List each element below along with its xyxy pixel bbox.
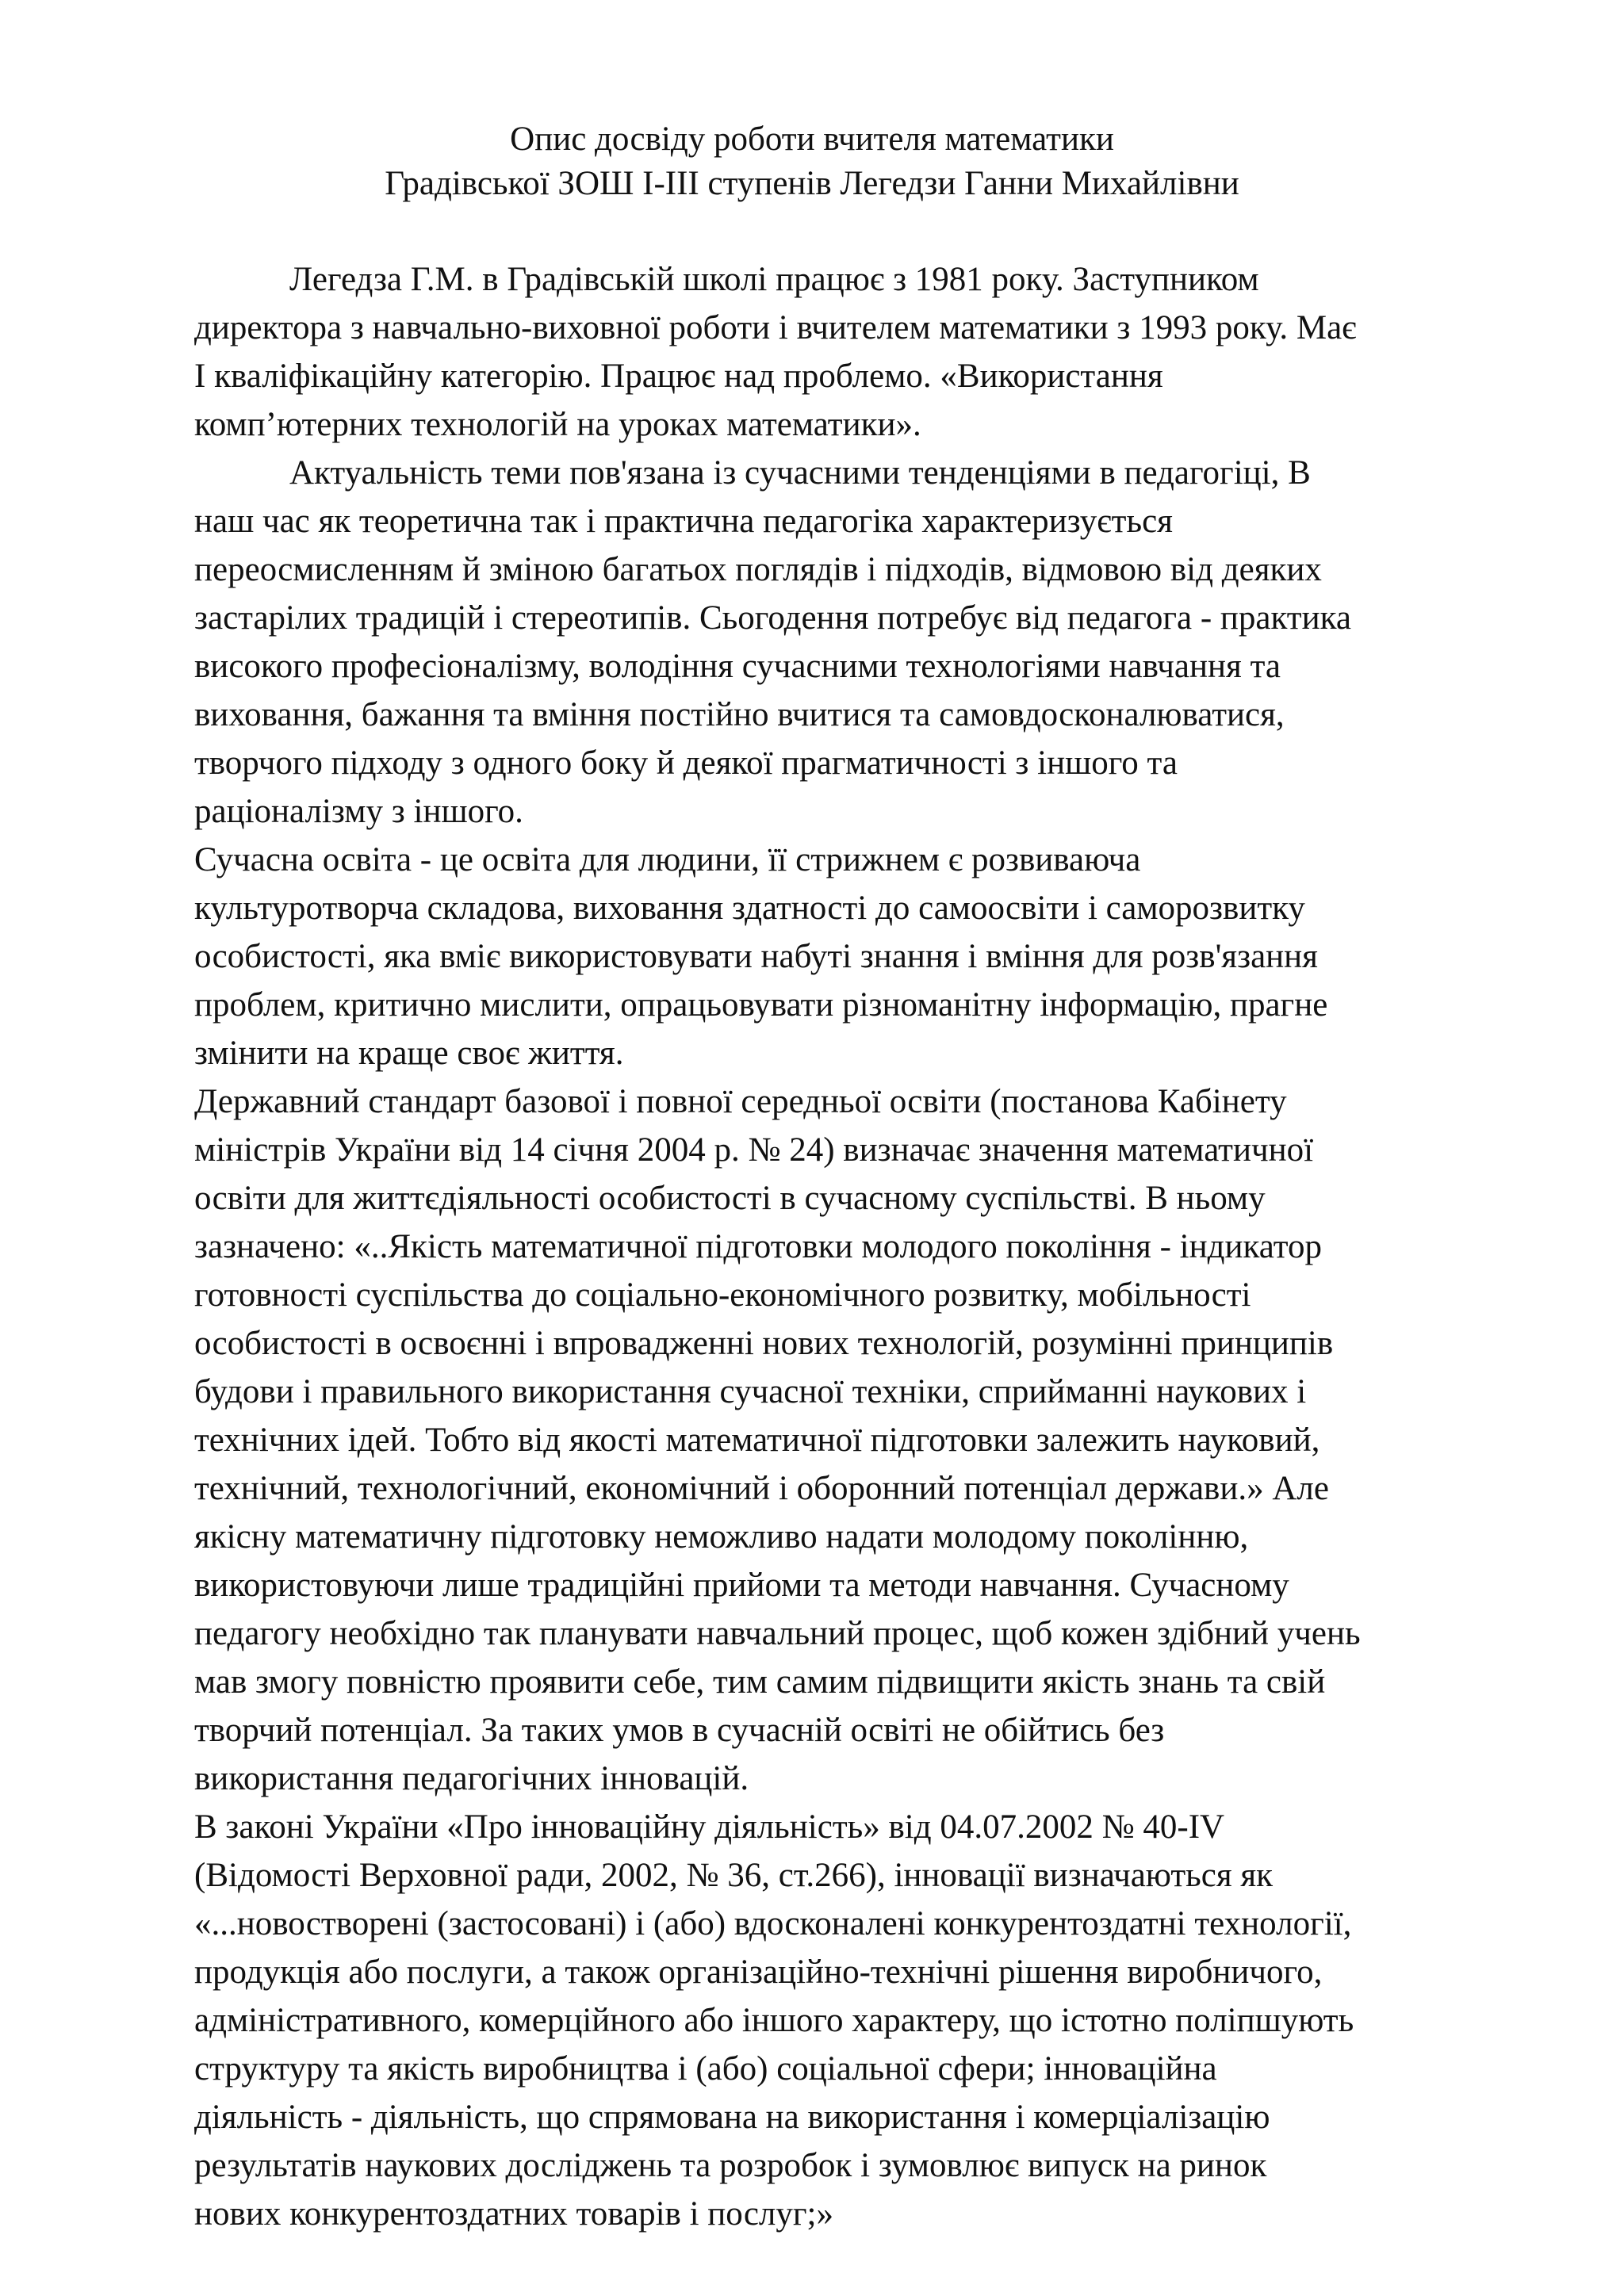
text-line: комп’ютерних технологій на уроках математики».: [194, 406, 921, 443]
title-line: Опис досвіду роботи вчителя математики: [510, 121, 1114, 158]
text-line: виховання, бажання та вміння постійно вчитися та самовдосконалюватися,: [194, 696, 1285, 733]
text-line: технічний, технологічний, економічний і оборонний потенціал держави.» Але: [194, 1470, 1329, 1507]
text-line: структуру та якість виробництва і (або) соціальної сфери; інноваційна: [194, 2050, 1217, 2087]
text-line: І кваліфікаційну категорію. Працює над проблемо. «Використання: [194, 358, 1163, 395]
text-line: мав змогу повністю проявити себе, тим самим підвищити якість знань та свій: [194, 1663, 1326, 1701]
text-line: директора з навчально-виховної роботи і вчителем математики з 1993 року. Має: [194, 309, 1357, 346]
text-line: Актуальність теми пов'язана із сучасними тенденціями в педагогіці, В: [289, 454, 1311, 492]
text-line: «...новостворені (застосовані) і (або) вдосконалені конкурентоздатні технології,: [194, 1905, 1352, 1942]
text-line: використовуючи лише традиційні прийоми та методи навчання. Сучасному: [194, 1567, 1289, 1604]
text-line: творчого підходу з одного боку й деякої прагматичності з іншого та: [194, 744, 1178, 782]
text-line: зазначено: «..Якість математичної підготовки молодого покоління - індикатор: [194, 1228, 1322, 1265]
paragraph-relevance: [194, 449, 1526, 836]
text-line: застарілих традицій і стереотипів. Сьогодення потребує від педагога - практика: [194, 599, 1351, 637]
text-line: використання педагогічних інновацій.: [194, 1760, 749, 1797]
text-line: якісну математичну підготовку неможливо надати молодому поколінню,: [194, 1518, 1249, 1556]
paragraph-modern-education: [194, 836, 1526, 1077]
text-line: наш час як теоретична так і практична педагогіка характеризується: [194, 503, 1173, 540]
text-line: творчий потенціал. За таких умов в сучасній освіті не обійтись без: [194, 1712, 1165, 1749]
text-line: Легедза Г.М. в Градівській школі працює з 1981 року. Заступником: [289, 261, 1259, 298]
text-line: (Відомості Верховної ради, 2002, № 36, ст.266), інновації визначаються як: [194, 1857, 1274, 1894]
text-line: адміністративного, комерційного або іншого характеру, що істотно поліпшують: [194, 2002, 1354, 2039]
text-line: змінити на краще своє життя.: [194, 1035, 624, 1072]
text-line: В законі України «Про інноваційну діяльність» від 04.07.2002 № 40-IV: [194, 1808, 1225, 1846]
text-line: переосмисленням й зміною багатьох поглядів і підходів, відмовою від деяких: [194, 551, 1322, 588]
text-line: раціоналізму з іншого.: [194, 793, 523, 830]
paragraph-innovation-law: [194, 1803, 1526, 2238]
text-line: міністрів України від 14 січня 2004 р. № 24) визначає значення математичної: [194, 1131, 1314, 1169]
text-line: педагогу необхідно так планувати навчальний процес, щоб кожен здібний учень: [194, 1615, 1361, 1652]
text-line: Сучасна освіта - це освіта для людини, її стрижнем є розвиваюча: [194, 841, 1141, 878]
text-line: нових конкурентоздатних товарів і послуг;»: [194, 2195, 833, 2233]
text-line: проблем, критично мислити, опрацьовувати різноманітну інформацію, прагне: [194, 986, 1328, 1024]
text-line: будови і правильного використання сучасної техніки, сприйманні наукових і: [194, 1373, 1307, 1410]
text-line: культуротворча складова, виховання здатності до самоосвіти і саморозвитку: [194, 890, 1305, 927]
text-line: продукція або послуги, а також організаційно-технічні рішення виробничого,: [194, 1954, 1323, 1991]
text-line: готовності суспільства до соціально-економічного розвитку, мобільності: [194, 1276, 1251, 1314]
text-line: технічних ідей. Тобто від якості математичної підготовки залежить науковий,: [194, 1422, 1320, 1459]
text-line: освіти для життєдіяльності особистості в сучасному суспільстві. В ньому: [194, 1180, 1266, 1217]
paragraph-state-standard: [194, 1077, 1526, 1803]
text-line: особистості, яка вміє використовувати набуті знання і вміння для розв'язання: [194, 938, 1318, 975]
paragraph-intro: [194, 255, 1526, 449]
text-line: високого професіоналізму, володіння сучасними технологіями навчання та: [194, 648, 1281, 685]
text-line: результатів наукових досліджень та розробок і зумовлює випуск на ринок: [194, 2147, 1267, 2184]
text-line: діяльність - діяльність, що спрямована на використання і комерціалізацію: [194, 2099, 1270, 2136]
title-line: Градівської ЗОШ І-ІІІ ступенів Легедзи Ганни Михайлівни: [385, 165, 1239, 202]
text-line: особистості в освоєнні і впровадженні нових технологій, розумінні принципів: [194, 1325, 1334, 1362]
document-title: [0, 117, 1624, 206]
document-body: [194, 255, 1526, 2238]
text-line: Державний стандарт базової і повної середньої освіти (постанова Кабінету: [194, 1083, 1287, 1120]
